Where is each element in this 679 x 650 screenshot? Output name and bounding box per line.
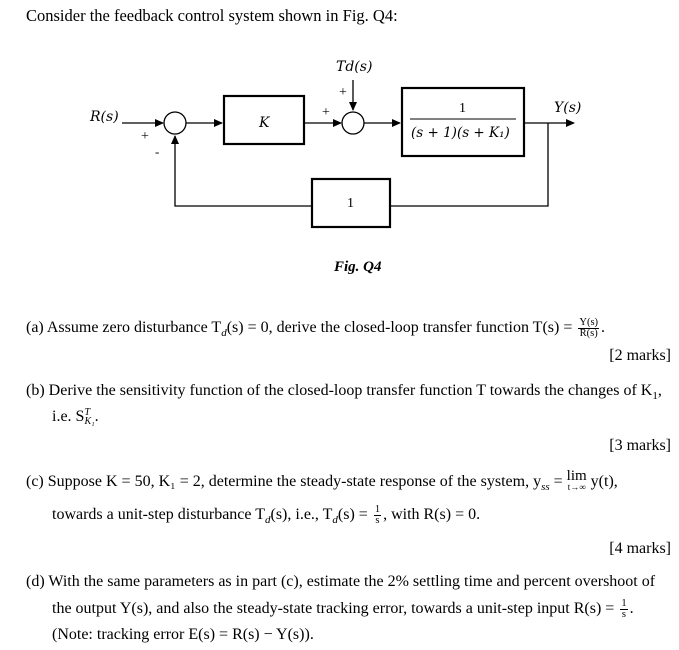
feedback-path-left [175,136,312,206]
figure-caption: Fig. Q4 [334,259,382,275]
controller-label: K [259,115,270,131]
question-b-line2 [52,404,99,430]
question-c-line2 [52,502,480,533]
question-c-end-2: , with R(s) = 0. [383,506,481,523]
sum1-plus-sign: + [141,129,149,144]
question-b-line1 [26,378,662,409]
question-c-mid-3: (s) = [337,506,368,523]
question-c-sub-3: d [332,514,338,527]
problem-intro: Consider the feedback control system shown in Fig. Q4: [26,6,398,25]
question-d-frac-den: s [621,608,626,620]
marks-c: [4 marks] [609,540,671,557]
sum2-plus-left: + [322,105,330,120]
disturbance-label: Td(s) [336,59,373,75]
question-b-text-2: i.e. S [52,408,85,425]
marks-b: [3 marks] [609,437,671,454]
question-b-end-2: . [94,408,99,425]
block-diagram [0,0,679,300]
question-c-frac-num: 1 [374,503,381,515]
question-d-line2 [52,596,634,622]
question-a-end: . [601,319,606,336]
question-a-frac-den: R(s) [579,327,598,339]
question-a-text-2: (s) = 0, derive the closed-loop transfer function T(s) = [226,319,573,336]
sum2-plus-top: + [339,85,347,100]
question-c-line1 [26,469,618,500]
limit-text: lim [566,468,587,485]
question-c-text: (c) Suppose K = 50, K₁ = 2, determine the steady-state response of the system, y [26,473,542,490]
input-label: R(s) [90,109,119,125]
feedback-gain-label: 1 [347,196,354,211]
question-a [26,315,605,346]
question-c-frac-den: s [375,514,380,526]
question-a-frac-num: Y(s) [579,316,599,328]
question-c-mid-2: (s), i.e., T [270,506,333,523]
question-b-subscript: 1 [652,390,658,403]
question-c-end: y(t), [586,473,618,490]
question-c-fraction [374,505,381,526]
question-a-subscript: d [221,327,227,340]
sensitivity-superscript: T [84,407,91,419]
question-d-line1: (d) With the same parameters as in part (c), estimate the 2% settling time and percent overshoot of [26,573,656,590]
question-b-text: (b) Derive the sensitivity function of the closed-loop transfer function T towards the changes of K [26,382,653,399]
question-c-sub-2: d [264,514,271,527]
question-a-fraction [578,318,599,339]
question-d-frac-num: 1 [621,597,627,609]
plant-numerator: 1 [459,101,466,116]
sum1-minus-sign: - [155,144,160,159]
question-d-text-2: the output Y(s), and also the steady-state tracking error, towards a unit-step input R(s) = [52,600,615,617]
sensitivity-subscript: K₁ [84,416,95,428]
question-d-line3: (Note: tracking error E(s) = R(s) − Y(s)). [52,626,314,643]
summing-junction-1 [164,112,186,134]
question-c-text-2: towards a unit-step disturbance T [52,506,265,523]
summing-junction-2 [342,112,364,134]
limit-subscript: t→∞ [567,482,586,493]
question-c-subscript: ss [541,481,550,494]
question-c-equals: = [549,473,563,490]
question-d-end-2: . [629,600,634,617]
plant-denominator: (s + 1)(s + K₁) [411,125,510,141]
question-d-fraction [620,599,627,620]
limit-operator [566,468,587,493]
question-a-text: (a) Assume zero disturbance T [26,319,222,336]
question-b-end: , [657,382,662,399]
plant-block [402,88,524,156]
marks-a: [2 marks] [609,347,671,364]
output-label: Y(s) [554,100,582,116]
